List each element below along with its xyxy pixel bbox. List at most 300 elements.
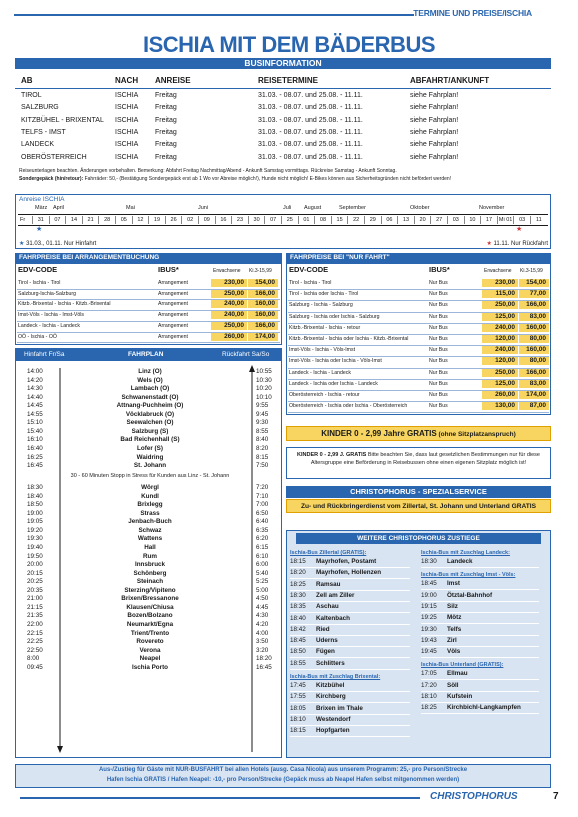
price-route: Tirol - Ischia - Tirol [289,280,332,286]
fahrplan-rueck-time: 3:20 [256,646,269,654]
zustieg-rule [421,567,539,568]
price-adult: 125,00 [482,380,518,388]
calendar-month: März [35,205,48,211]
businfo-cell: siehe Fahrplan! [410,104,459,112]
businfo-note: Reiseunterlagen beachten. Änderungen vorbehalten. Bemerkung: Abfahrt Freitag Nachmittag/Abend - Ankunft Samstag vormittags. Rückreise Samstag - Ankunft Sonntag. [19,168,397,174]
footer-rule [20,797,420,799]
price-route: Kitzb.-Brixental - Ischia - Kitzb.-Brixental [18,301,111,308]
businfo-cell: 31.03. - 08.07. und 25.08. - 11.11. [258,116,363,124]
fahrplan-stop: Bad Reichenhall (S) [120,436,180,444]
businfo-col-header: ANREISE [155,76,191,85]
businfo-cell: 31.03. - 08.07. und 25.08. - 11.11. [258,141,363,149]
calendar-day: 29 [364,216,381,224]
price-col-ibus: IBUS* [429,265,450,274]
fahrplan-stop: Seewalchen (O) [126,419,174,427]
businfo-cell: ISCHIA [115,141,139,149]
zustieg-stop: Landeck [447,558,473,565]
price-route: Tirol - Ischia - Tirol [18,280,61,286]
price-child: 160,00 [519,346,549,354]
fahrplan-stop: Innsbruck [134,561,166,569]
price-adult: 120,00 [482,335,518,343]
fahrplan-hin-time: 21:00 [27,595,43,603]
zustieg-rule [290,578,410,579]
zustieg-time: 19:15 [421,602,437,610]
price-adult: 130,00 [482,402,518,410]
price-adult: 250,00 [211,322,247,330]
zustieg-time: 18:55 [290,659,306,667]
fahrplan-stop: Schwaz [138,526,162,534]
fahrplan-rueck-time: 4:30 [256,612,269,620]
price-route: Salzburg-Ischia-Salzburg [18,290,76,297]
price-adult: 240,00 [482,346,518,354]
fahrplan-stop: Verona [139,646,161,654]
zustieg-stop: Kaltenbach [316,614,350,622]
fahrplan-hin-time: 21:35 [27,612,43,620]
price-child: 174,00 [248,333,278,341]
fahrplan-rueck-time: 7:50 [256,462,269,470]
fahrplan-hin-time: 18:50 [27,501,43,509]
zustieg-time: 19:45 [421,648,437,656]
calendar-day: 19 [148,216,165,224]
price-route: Salzburg - Ischia - Salzburg [289,302,353,309]
zustieg-stop: Aschau [316,603,339,611]
calendar-star-icon: ★ [516,226,523,233]
fahrplan-rueck: Rückfahrt Sa/So [222,351,270,358]
price-adult: 230,00 [211,279,247,287]
calendar-day: 08 [314,216,331,224]
price-child: 160,00 [248,311,278,319]
price-route: Tirol - Ischia oder Ischia - Tirol [289,291,359,298]
zustieg-rule [290,635,410,636]
zustieg-stop: Kirchbichl-Langkampfen [447,704,521,712]
fahrplan-hin-time: 20:15 [27,569,43,577]
businfo-cell: Freitag [155,116,177,124]
price-type: Arrangement [158,312,188,319]
zustieg-stop: Ramsau [316,580,341,588]
zustieg-time: 18:25 [290,580,306,588]
zustieg-stop: Söll [447,681,459,689]
fahrplan-stop: Neumarkt/Egna [126,620,174,628]
zustieg-rule [290,646,410,647]
calendar-fr: Fr [20,217,26,223]
zustieg-rule [290,702,410,703]
price-child: 80,00 [519,357,549,365]
fahrplan-stop: Klausen/Chiusa [126,603,174,611]
zustieg-time: 18:42 [290,625,306,633]
calendar-day: 15 [331,216,348,224]
fahrplan-stop: Jenbach-Buch [128,518,172,526]
fahrplan-stop: Wörgl [141,484,159,492]
zustieg-rule [421,635,539,636]
zustieg-group-head: Ischia-Bus mit Zuschlag Brixental: [290,674,381,680]
fahrplan-hin-time: 19:20 [27,526,43,534]
price-type: Nur Bus [429,380,448,387]
calendar-star-icon: ★ [36,226,43,233]
zustieg-rule [290,601,410,602]
zustieg-stop: Imst [447,580,460,588]
fahrplan-stop: Rum [143,552,157,560]
price-route: Landeck - Ischia - Landeck [289,369,351,376]
businfo-cell: siehe Fahrplan! [410,128,459,136]
price-type: Nur Bus [429,336,448,342]
fahrplan-stop: Vöcklabruck (O) [125,410,175,418]
fahrplan-stop: Hall [144,544,156,551]
price-type: Arrangement [158,301,188,308]
fahrplan-rueck-time: 10:20 [256,385,272,393]
fahrplan-rueck-time: 7:20 [256,484,269,492]
calendar-day: 21 [82,216,99,224]
calendar-month: Juni [198,205,209,211]
fahrplan-rueck-time: 18:20 [256,655,272,663]
zustieg-stop: Schlitters [316,659,345,667]
fahrplan-hin-time: 14:30 [27,385,43,393]
christophorus-bar: CHRISTOPHORUS - SPEZIALSERVICE [286,486,551,498]
zustieg-time: 18:30 [421,558,437,565]
calendar-day: 09 [198,216,215,224]
fahrplan-hin-time: 16:40 [27,444,43,452]
businfo-cell: 31.03. - 08.07. und 25.08. - 11.11. [258,92,363,99]
section-title: TERMINE UND PREISE/ISCHIA [413,8,532,18]
price-type: Nur Bus [429,324,448,331]
price-col-child: Ki.3-15,99 [520,268,543,274]
price-row-rule [288,412,549,413]
zustieg-stop: Zirl [447,636,457,644]
zustieg-rule [290,736,410,737]
legend-right: ★ 11.11. Nur Rückfahrt [486,241,548,247]
price-route: Salzburg - Ischia oder Ischia - Salzburg [289,313,380,320]
zustieg-rule [421,679,539,680]
fahrplan-stop: Trient/Trento [130,629,170,637]
businfo-cell: Freitag [155,104,177,112]
price-type: Nur Bus [429,313,448,320]
zustieg-time: 19:30 [421,625,437,633]
fahrplan-hin-time: 18:30 [27,484,43,492]
businfo-cell: TIROL [21,92,42,99]
kinder-text: KINDER 0 - 2,99 J. GRATIS Bitte beachten Sie, dass laut gesetzlichen Bestimmungen nur für diese Altersgruppe eine Beförderung in Reisebussen ohne einen eigenen Sitzplatz möglich ist! [286,447,551,479]
calendar-day: 28 [98,216,115,224]
fahrplan-hin-time: 14:40 [27,393,43,401]
zustieg-rule [290,590,410,591]
zustieg-time: 18:45 [421,580,437,588]
zustieg-rule [421,646,539,647]
calendar-day: 25 [281,216,298,224]
spezialservice-text: Zu- und Rückbringerdienst vom Zillertal, St. Johann und Unterland GRATIS [286,499,551,513]
businfo-cell: siehe Fahrplan! [410,153,459,161]
price-type: Arrangement [158,322,188,329]
calendar-month: August [304,205,322,211]
price-child: 160,00 [248,300,278,308]
businfo-cell: Freitag [155,153,177,161]
fahrplan-hin-time: 19:30 [27,535,43,543]
fahrplan-rueck-time: 9:45 [256,410,269,418]
price-route: Imst-Völs - Ischia oder Ischia - Völs-Imst [289,358,382,365]
fahrplan-rueck-time: 6:50 [256,509,269,517]
calendar-month: Mai [126,205,135,211]
fahrplan-hin-time: 15:40 [27,427,43,435]
fahrplan-rueck-time: 8:55 [256,427,269,435]
zustieg-stop: Uderns [316,637,338,645]
calendar-day: 23 [231,216,248,224]
fahrplan-rueck-time: 6:10 [256,552,269,560]
footer-line1: Aus-/Zustieg für Gäste mit NUR-BUSFAHRT bei allen Hotels (ausg. Casa Nicola) aus unserem Programm: 25,- pro Person/Strecke [98,767,468,773]
fahrplan-rueck-time: 6:20 [256,535,269,543]
businfo-cell: Freitag [155,92,177,99]
zustieg-time: 18:10 [290,715,306,723]
fahrplan-rueck-time: 4:50 [256,595,269,603]
businfo-col-header: AB [21,76,33,85]
businfo-cell: 31.03. - 08.07. und 25.08. - 11.11. [258,104,363,112]
calendar-day: 10 [464,216,481,224]
zustieg-group-head: Ischia-Bus Zillertal (GRATIS): [290,550,367,556]
zustieg-rule [421,713,539,714]
fahrplan-stop: Linz (O) [138,368,162,375]
businfo-bar: BUSINFORMATION [15,58,551,69]
zustieg-stop: Brixen im Thale [316,704,363,712]
fahrplan-hin-time: 20:35 [27,586,43,594]
fahrplan-rueck-time: 9:30 [256,419,269,427]
calendar-day: 02 [181,216,198,224]
zustieg-rule [421,702,539,703]
price-adult: 250,00 [482,369,518,377]
calendar-day: 03 [513,216,530,224]
fahrplan-rueck-time: 4:45 [256,603,269,611]
fahrplan-stop: Neapel [139,655,161,663]
price-type: Nur Bus [429,369,448,376]
price-type: Nur Bus [429,302,448,309]
zustieg-time: 18:15 [290,727,306,735]
fahrplan-rueck-time: 6:00 [256,561,269,569]
zustieg-stop: Westendorf [316,715,351,723]
businfo-cell: KITZBÜHEL - BRIXENTAL [21,116,104,124]
price-adult: 240,00 [211,300,247,308]
calendar-anreise: Anreise ISCHIA [19,196,65,203]
fahrplan-stop: Schönberg [133,569,167,577]
fahrplan-hin-time: 16:45 [27,462,43,470]
brand-logo: CHRISTOPHORUS [430,791,518,802]
fahrplan-rueck-time: 5:40 [256,569,269,577]
fahrplan-rueck-time: 6:40 [256,518,269,526]
price-col-edv: EDV-CODE [289,265,329,274]
calendar-day: 12 [132,216,149,224]
fahrplan-hin-time: 22:50 [27,646,43,654]
zustieg-time: 19:00 [421,591,437,599]
price-col-adult: Erwachsene [213,268,241,274]
fahrplan-hin-time: 19:40 [27,544,43,551]
calendar-day: 13 [397,216,414,224]
price-adult: 115,00 [482,290,518,298]
calendar-day: 01 [298,216,315,224]
calendar-day: Mi 01 [497,216,514,224]
zustieg-stop: Ried [316,625,330,633]
price-route: Imst-Völs - Ischia - Völs-Imst [289,347,356,354]
zustieg-stop: Fügen [316,648,335,656]
price-child: 166,00 [519,301,549,309]
businfo-cell: siehe Fahrplan! [410,92,459,99]
zustieg-rule [290,725,410,726]
fahrplan-stop: Steinach [136,578,164,586]
calendar-rule [18,214,548,215]
fahrplan-hin-time: 19:05 [27,518,43,526]
zustieg-group-head: Ischia-Bus mit Zuschlag Landeck: [421,550,510,556]
calendar-month: November [479,205,505,211]
fahrplan-rueck-time: 10:10 [256,393,272,401]
calendar-rule [18,225,548,226]
price-child: 160,00 [519,324,549,332]
price-route: Imst-Völs - Ischia - Imst-Völs [18,312,85,319]
calendar-day: 27 [430,216,447,224]
businfo-col-header: REISETERMINE [258,76,319,85]
fahrplan-hin: Hinfahrt Fr/Sa [24,351,65,358]
businfo-cell: TELFS - IMST [21,128,66,136]
calendar-day: 17 [480,216,497,224]
zustieg-stop: Völs [447,648,461,656]
calendar-day: 30 [248,216,265,224]
zustieg-stop: Mayrhofen, Postamt [316,558,377,565]
fahrplan-rueck-time: 9:55 [256,402,269,410]
fahrplan-hin-time: 19:00 [27,509,43,517]
fahrplan-hin-time: 21:15 [27,603,43,611]
price-row-rule [17,342,280,343]
fahrplan-hin-time: 19:50 [27,552,43,560]
price-adult: 250,00 [482,301,518,309]
fahrplan-hin-time: 22:15 [27,629,43,637]
fahrplan-hin-time: 14:20 [27,376,43,384]
businfo-col-header: NACH [115,76,139,85]
zustieg-stop: Zell am Ziller [316,591,355,599]
zustieg-time: 18:50 [290,648,306,656]
fahrplan-hin-time: 20:25 [27,578,43,586]
zustieg-time: 18:45 [290,637,306,645]
fahrplan-rueck-time: 10:30 [256,376,272,384]
calendar-day: 31 [32,216,49,224]
zustieg-time: 18:35 [290,603,306,611]
calendar-month: April [53,205,65,211]
zustieg-stop: Hopfgarten [316,727,350,735]
businfo-cell: 31.03. - 08.07. und 25.08. - 11.11. [258,153,363,161]
price-adult: 250,00 [211,290,247,298]
zustieg-time: 18:20 [290,569,306,577]
fahrplan-hin-time: 16:10 [27,436,43,444]
footer-line2: Hafen Ischia GRATIS / Hafen Neapel: -10,- pro Person/Strecke (Gepäck muss ab Neapel Hafen selbst mitgenommen werden) [106,777,460,783]
price-route: Oberösterreich - Ischia - retour [289,392,360,398]
businfo-col-header: ABFAHRT/ANKUNFT [410,76,490,85]
price-child: 83,00 [519,380,549,388]
price-adult: 230,00 [482,279,518,287]
fahrplan-title: FAHRPLAN [128,351,164,358]
header-rule [14,14,414,16]
zustieg-time: 17:55 [290,693,306,701]
zustieg-group-head: Ischia-Bus Unterland (GRATIS): [421,662,504,669]
price-adult: 240,00 [482,324,518,332]
price-col-adult: Erwachsene [484,268,512,274]
price-child: 77,00 [519,290,549,298]
price-route: Kitzb.-Brixental - Ischia oder Ischia - Kitzb.-Brixental [289,336,409,342]
calendar-month: Juli [283,205,292,211]
price-col-child: Ki.3-15,99 [249,268,272,274]
price-route: Landeck - Ischia - Landeck [18,322,80,329]
fahrplan-hin-time: 22:25 [27,638,43,646]
calendar-day: 16 [215,216,232,224]
price-col-ibus: IBUS* [158,265,179,274]
fahrplan-hin-time: 18:40 [27,492,43,500]
fahrplan-stop: Wattens [137,535,163,543]
fahrplan-hin-time: 8:00 [27,655,40,663]
fahrplan-rueck-time: 7:00 [256,501,269,509]
fahrplan-stop: Schwanenstadt (O) [121,393,179,401]
zustieg-time: 17:20 [421,681,437,689]
price-child: 154,00 [248,279,278,287]
zustieg-stop: Kufstein [447,693,473,700]
fahrplan-rueck-time: 5:00 [256,586,269,594]
fahrplan-rueck-time: 8:40 [256,436,269,444]
zustieg-time: 19:43 [421,636,437,644]
businfo-note2: Sondergepäck (hin/retour): Fahrräder: 50,- (Bestätigung Sondergepäck erst ab 1 Wo vor Abreise möglich!), Hunde nicht möglich! E-Bikes können aus Sicherheitsgründen nicht befördert werden! [19,176,452,182]
zustieg-time: 17:05 [421,670,437,678]
price-type: Nur Bus [429,280,448,286]
zustieg-rule [421,601,539,602]
zustieg-time: 19:25 [421,614,437,622]
zustieg-time: 18:05 [290,704,306,712]
fahrplan-rueck-time: 5:25 [256,578,269,586]
fahrplan-hin-time: 15:10 [27,419,43,427]
price-child: 87,00 [519,402,549,410]
calendar-day: 11 [530,216,547,224]
fahrplan-note: 30 - 60 Minuten Stopp in Stress für Kunden aus Linz - St. Johann [70,472,230,479]
zustieg-time: 18:10 [421,693,437,700]
zustieg-rule [290,669,410,670]
price-type: Arrangement [158,333,188,340]
zustieg-rule [421,589,539,590]
zustieg-stop: Mötz [447,614,462,622]
businfo-cell: OBERÖSTERREICH [21,153,87,161]
price-type: Arrangement [158,290,188,297]
fahrplan-rueck-time: 3:50 [256,638,269,646]
businfo-cell: ISCHIA [115,104,139,112]
price-type: Nur Bus [429,358,448,365]
fahrplan-rueck-time: 4:20 [256,620,269,628]
kinder-banner: KINDER 0 - 2,99 Jahre GRATIS (ohne Sitzplatzanspruch) [286,426,551,441]
fahrplan-stop: Salzburg (S) [131,427,169,435]
businfo-cell: ISCHIA [115,128,139,136]
price-child: 166,00 [248,322,278,330]
price-route: Kitzb.-Brixental - Ischia - retour [289,324,361,331]
price-type: Nur Bus [429,291,448,298]
fahrplan-stop: Kundl [141,492,159,500]
fahrplan-stop: Strass [140,509,160,517]
price-type: Nur Bus [429,403,448,410]
businfo-cell: ISCHIA [115,116,139,124]
zustieg-stop: Kitzbühel [316,682,345,689]
zustieg-stop: Telfs [447,625,462,633]
fahrplan-hin-time: 09:45 [27,663,43,671]
businfo-cell: LANDECK [21,141,55,149]
zustieg-rule [290,691,410,692]
price-adult: 240,00 [211,311,247,319]
price-type: Arrangement [158,280,188,286]
price-adult: 120,00 [482,357,518,365]
fahrplan-stop: Brixlegg [137,501,163,509]
zustieg-stop: Kirchberg [316,693,346,701]
fahrplan-rueck-time: 6:15 [256,544,269,551]
fahrplan-hin-time: 16:25 [27,453,43,461]
businfo-cell: 31.03. - 08.07. und 25.08. - 11.11. [258,128,363,136]
zustieg-rule [290,567,410,568]
price-route: Oberösterreich - Ischia oder Ischia - Oberösterreich [289,403,408,410]
fahrplan-stop: Bozen/Bolzano [127,612,173,620]
fahrplan-hin-time: 20:00 [27,561,43,569]
calendar-day: 14 [65,216,82,224]
fahrplan-rueck-time: 7:10 [256,492,269,500]
